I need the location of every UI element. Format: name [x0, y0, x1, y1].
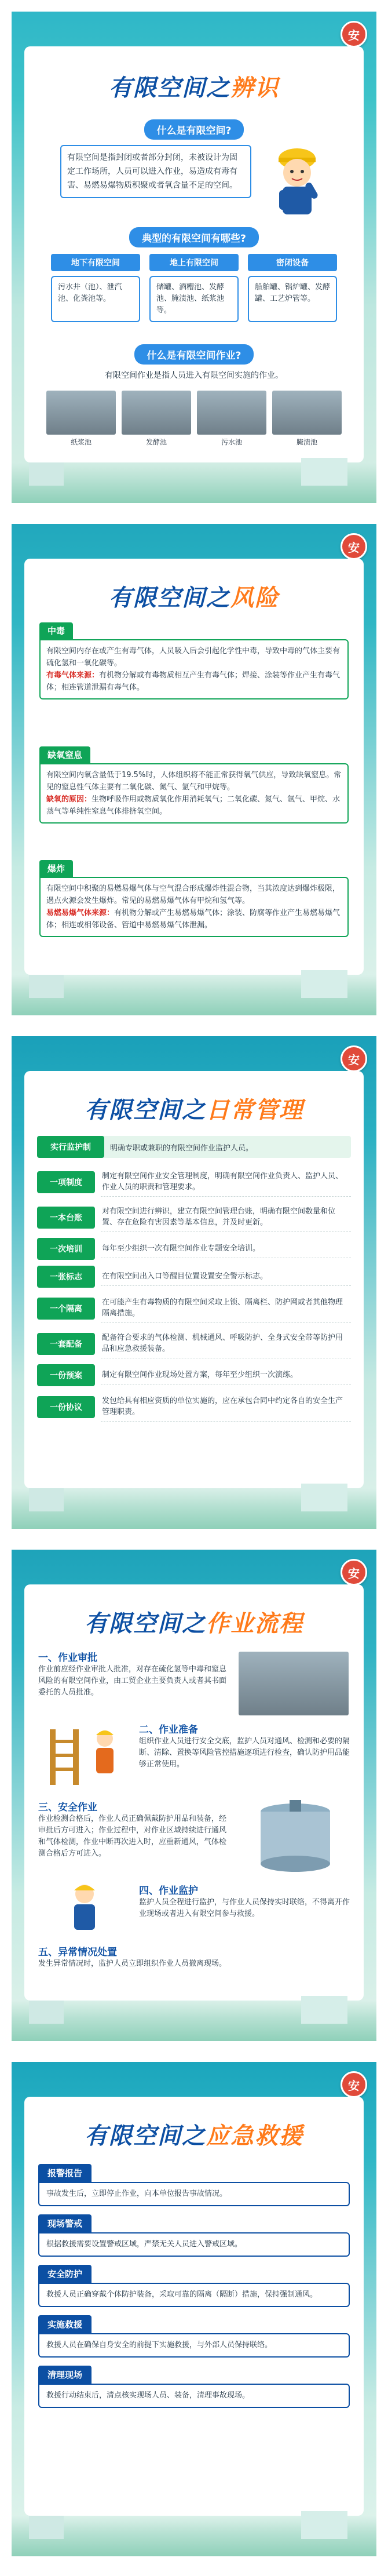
step-item: 三、安全作业 作业检测合格后，作业人员正确佩戴防护用品和装备，经审批后方可进入；作业过程中，对作业区域持续进行通风和气体检测，作业中断再次进入时，应重新通风，气体检测合格后方可进入。	[38, 1802, 227, 1858]
list-item: 一份预案 制定有限空间作业现场处置方案，每年至少组织一次演练。	[37, 1364, 351, 1386]
list-item: 一本台账 对有限空间进行辨识，建立有限空间管理台账，明确有限空间数量和位置、存在危险有害因素等基本信息，并及时更新。	[37, 1203, 351, 1232]
city-skyline-decoration	[12, 975, 376, 1015]
city-skyline-decoration	[12, 1488, 376, 1529]
risk-poisoning: 中毒 有限空间内存在或产生有毒气体，人员吸入后会引起化学性中毒，导致中毒的气体主要有硫化氢和一氧化碳等。 有毒气体来源：有机物分解或有毒物质相互产生有毒气体；焊接、涂装等作业产生有毒气体；相连管道泄漏有毒气体。	[39, 622, 349, 699]
type-card: 密闭设备 船舶罐、锅炉罐、发酵罐、工艺炉管等。	[248, 254, 337, 322]
list-item: 一次培训 每年至少组织一次有限空间作业专题安全培训。	[37, 1238, 351, 1260]
step-item: 四、作业监护 监护人员全程进行监护，与作业人员保持实时联络，不得离开作业现场或者进入有限空间参与救援。	[139, 1885, 350, 1918]
type-card: 地上有限空间 储罐、酒糟池、发酵池、腌渍池、纸浆池等。	[149, 254, 239, 322]
safety-emblem-icon: 安	[341, 1559, 367, 1586]
photo-strip	[46, 391, 342, 447]
list-item: 实施救援 救援人员在确保自身安全的前提下实施救援，与外部人员保持联络。	[38, 2315, 350, 2358]
list-item: 一个隔离 在可能产生有毒物质的有限空间采取上锁、隔离栏、防护网或者其他物理隔离措施。	[37, 1294, 351, 1323]
operation-definition: 有限空间作业是指人员进入有限空间实施的作业。	[105, 371, 283, 380]
list-item: 现场警戒 根据救援需要设置警戒区域，严禁无关人员进入警戒区域。	[38, 2214, 350, 2257]
tank-photo	[197, 391, 266, 435]
page-title: 有限空间之应急救援	[85, 2123, 303, 2149]
safety-emblem-icon: 安	[341, 1045, 367, 1072]
tank-photo	[46, 391, 116, 435]
worker-with-ladder-icon	[38, 1724, 131, 1787]
workers-photo	[239, 1652, 349, 1715]
poster-identification	[12, 12, 376, 503]
city-skyline-decoration	[12, 2001, 376, 2041]
photo-item: 污水池	[197, 391, 266, 447]
list-item: 一份协议 发包给具有相应资质的单位实施的，应在承包合同中约定各自的安全生产管理职责。	[37, 1392, 351, 1422]
rescue-steps	[38, 2164, 350, 2416]
list-item: 安全防护 救援人员正确穿戴个体防护装备，采取可靠的隔离（隔断）措施，保持强制通风。	[38, 2265, 350, 2307]
list-item: 清理现场 救援行动结束后，清点核实现场人员、装备，清理事故现场。	[38, 2366, 350, 2408]
safety-emblem-icon: 安	[341, 21, 367, 48]
page-title: 有限空间之作业流程	[85, 1611, 303, 1637]
risk-suffocation: 缺氧窒息 有限空间内氧含量低于19.5%时，人体组织将不能正常获得氧气供应，导致缺氧窒息。常见的窒息性气体主要有二氧化碳、氮气、氩气和甲烷等。 缺氧的原因：生物呼吸作用或物质氧化作用消耗氧气；二氧化碳、氮气、氩气、甲烷、水蒸气等单纯性窒息气体排挤氧空间。	[39, 746, 349, 824]
process-steps	[38, 1649, 229, 1704]
page-title: 有限空间之日常管理	[85, 1097, 303, 1124]
city-skyline-decoration	[12, 462, 376, 503]
tank-illustration-icon	[243, 1800, 347, 1875]
section-heading: 什么是有限空间作业?	[134, 344, 254, 365]
content-card	[24, 1584, 364, 2001]
management-list	[37, 1167, 351, 1427]
section-heading: 典型的有限空间有哪些?	[129, 227, 259, 247]
list-item: 一项制度 制定有限空间作业安全管理制度，明确有限空间作业负责人、监护人员、作业人员的职责和管理要求。	[37, 1167, 351, 1197]
list-item: 一张标志 在有限空间出入口等醒目位置设置安全警示标志。	[37, 1266, 351, 1288]
list-item: 一套配备 配备符合要求的气体检测、机械通风、呼吸防护、全身式安全带等防护用品和应急救援装备。	[37, 1329, 351, 1358]
page-title: 有限空间之辨识	[109, 75, 279, 101]
tank-photo	[272, 391, 342, 435]
space-types	[51, 254, 337, 322]
definition-box: 有限空间是指封闭或者部分封闭，未被设计为固定工作场所，人员可以进入作业，易造成有毒有害、易燃易爆物质积聚或者氧含量不足的空间。	[60, 145, 251, 198]
poster-risks	[12, 524, 376, 1015]
photo-item: 发酵池	[122, 391, 191, 447]
safety-emblem-icon: 安	[341, 533, 367, 560]
supervision-banner: 实行监护制 明确专职或兼职的有限空间作业监护人员。	[37, 1136, 351, 1158]
risk-explosion: 爆炸 有限空间中积聚的易燃易爆气体与空气混合形成爆炸性混合物，当其浓度达到爆炸极限，遇点火源会发生爆炸。常见的易燃易爆气体有甲烷和氢气等。 易燃易爆气体来源：有机物分解或产生易燃易爆气体；涂装、防腐等作业产生易燃易爆气体；相连或相邻设备、管道中易燃易爆气体泄漏。	[39, 860, 349, 937]
poster-emergency-rescue	[12, 2062, 376, 2556]
step-item: 二、作业准备 组织作业人员进行安全交底，监护人员对通风、检测和必要的隔断、清除、置换等风险管控措施逐项进行检查，确认防护用品能够正常使用。	[139, 1724, 350, 1769]
safety-emblem-icon: 安	[341, 2071, 367, 2098]
step-item: 一、作业审批 作业前应经作业审批人批准，对存在硫化氢等中毒和窒息风险的有限空间作业，由工贸企业主要负责人或者其书面委托的人员批准。	[38, 1652, 227, 1697]
tank-photo	[122, 391, 191, 435]
city-skyline-decoration	[12, 2516, 376, 2556]
list-item: 报警报告 事故发生后，立即停止作业，向本单位报告事故情况。	[38, 2164, 350, 2206]
monitoring-worker-icon	[44, 1880, 125, 1932]
poster-work-process	[12, 1550, 376, 2041]
photo-item: 腌渍池	[272, 391, 342, 447]
worker-mascot-icon	[265, 141, 329, 223]
page-title: 有限空间之风险	[109, 585, 279, 611]
step-item: 五、异常情况处置 发生异常情况时，监护人员立即组织作业人员撤离现场。	[38, 1947, 227, 1968]
poster-daily-management	[12, 1036, 376, 1529]
type-card: 地下有限空间 污水井（池）、泄汽池、化粪池等。	[51, 254, 140, 322]
photo-item: 纸浆池	[46, 391, 116, 447]
section-heading: 什么是有限空间?	[144, 119, 244, 140]
